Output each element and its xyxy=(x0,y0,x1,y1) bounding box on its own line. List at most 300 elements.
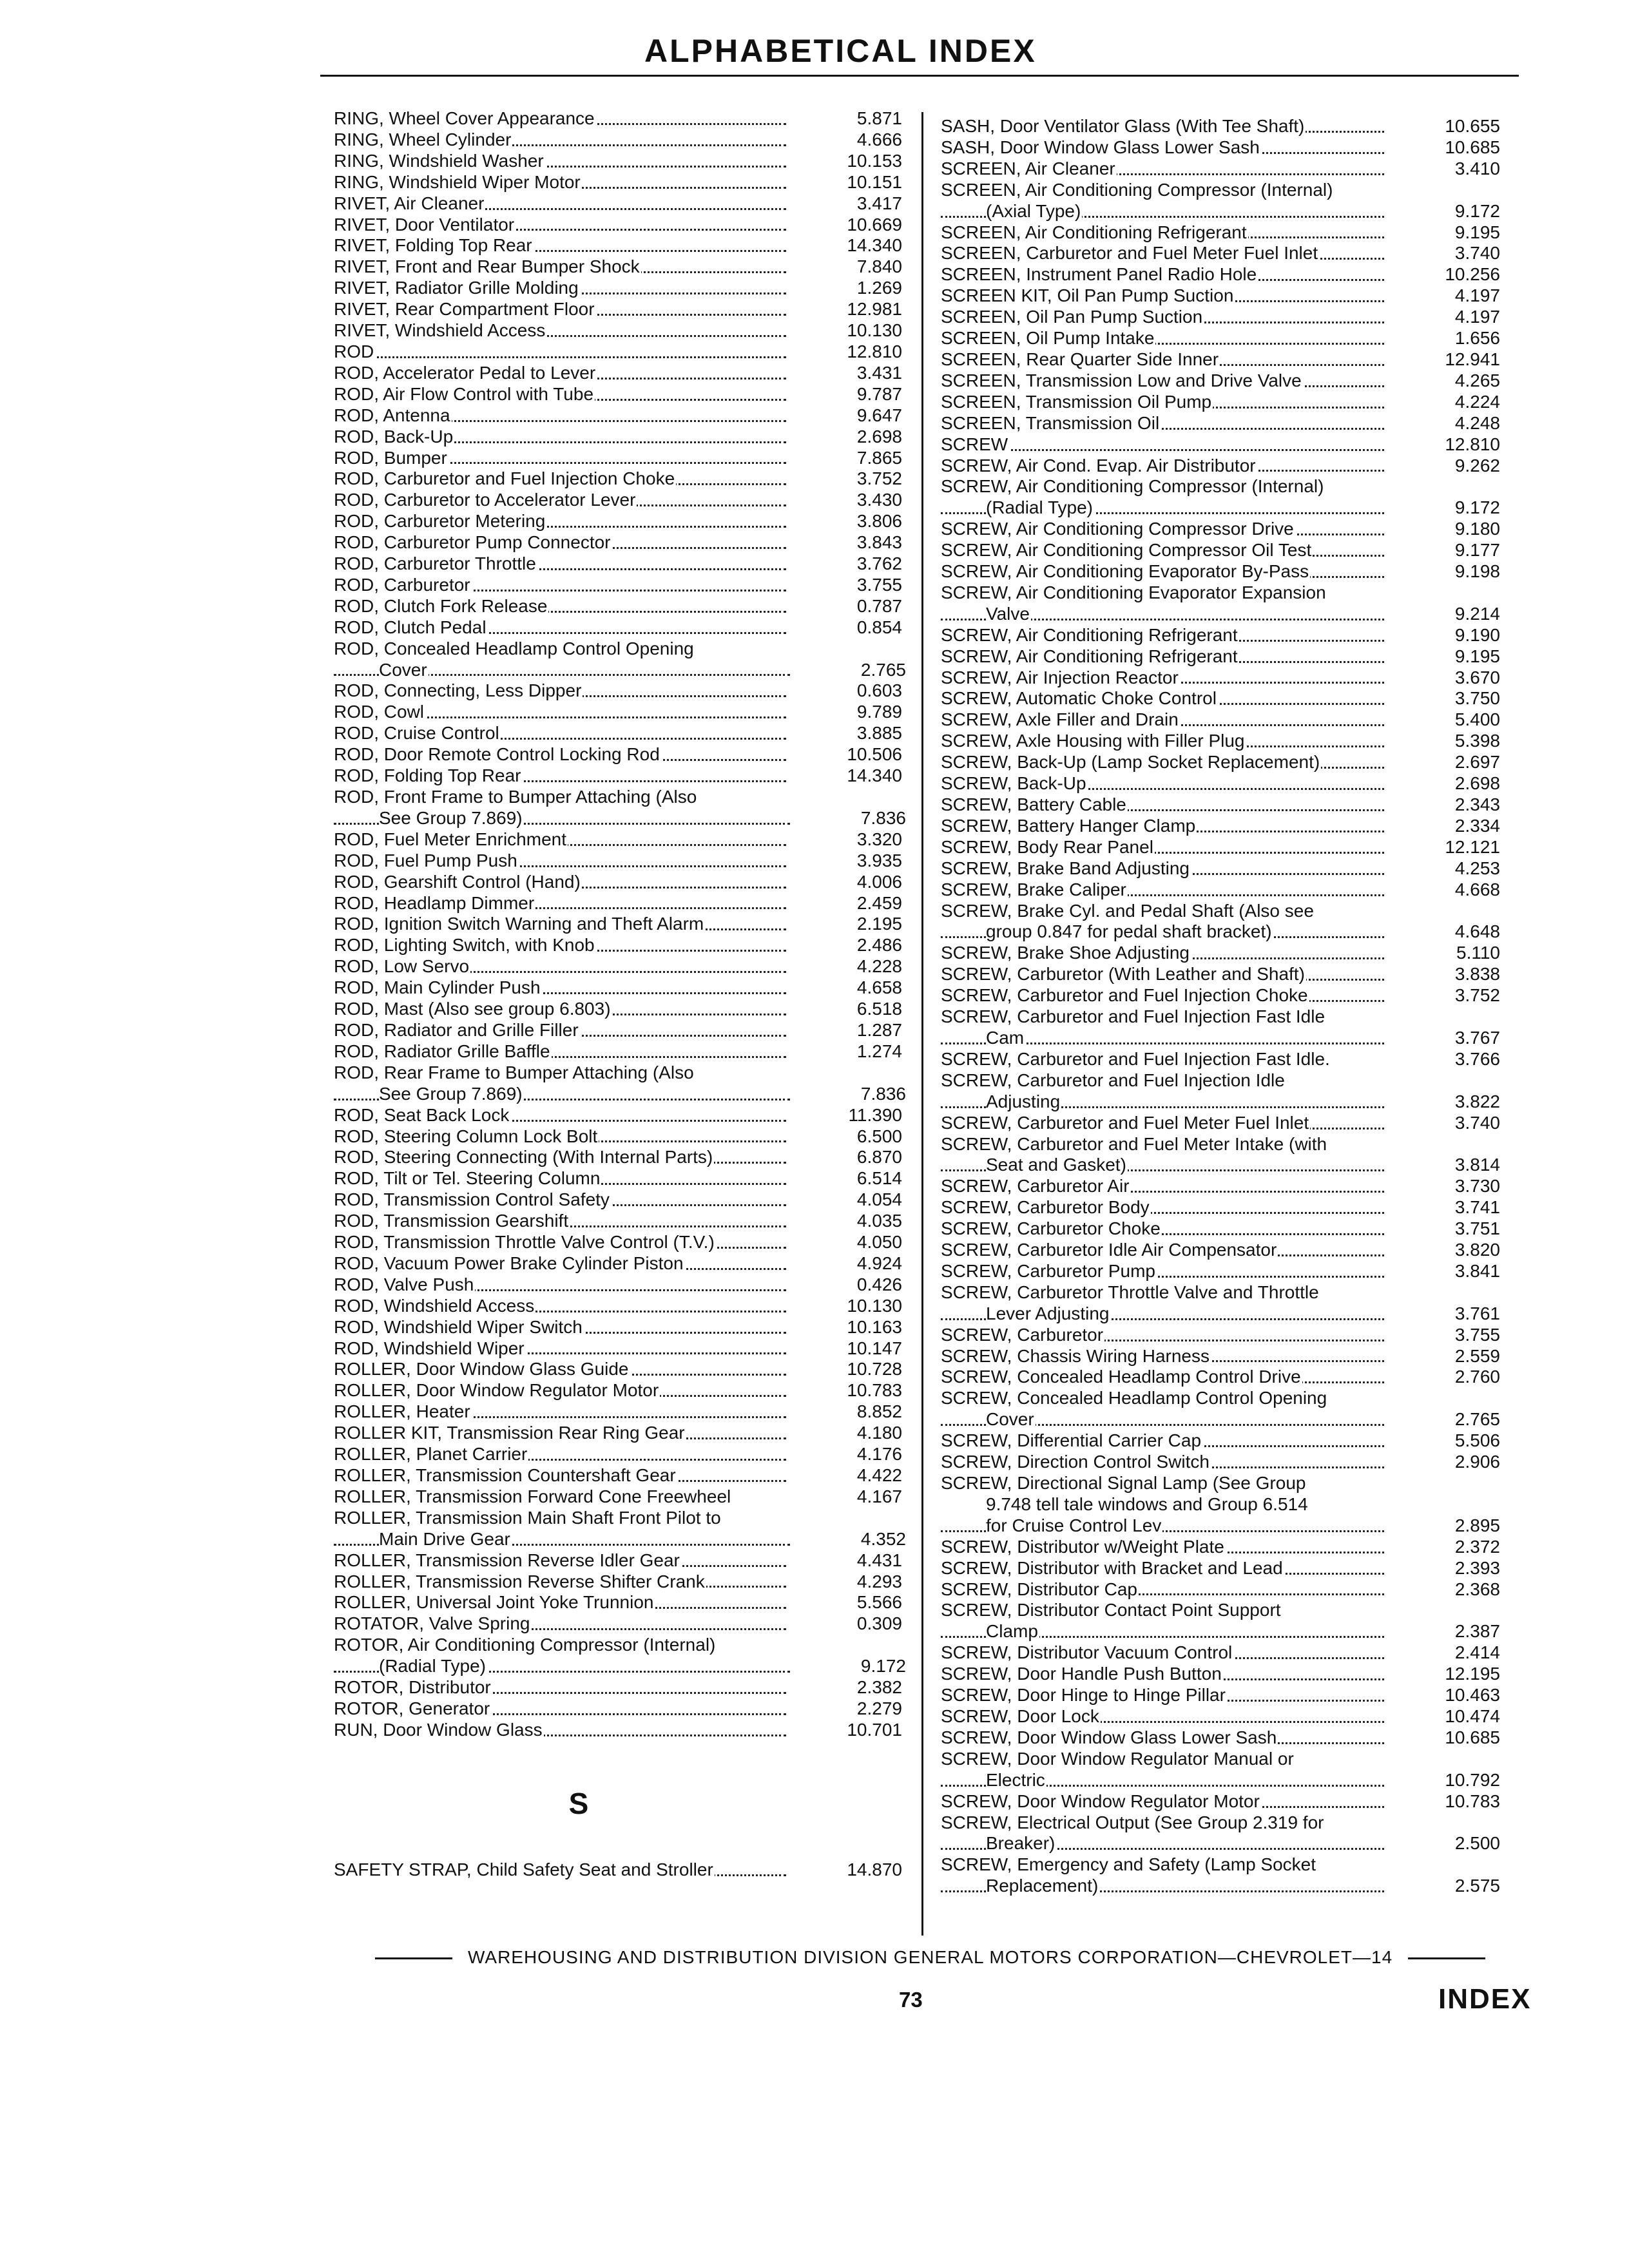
entry-label xyxy=(941,180,1384,201)
entry-label xyxy=(941,159,1384,180)
index-entry xyxy=(334,1168,914,1189)
footer-text: WAREHOUSING AND DISTRIBUTION DIVISION GENERAL MOTORS CORPORATION—CHEVROLET—14 xyxy=(468,1947,1393,1967)
entry-label-text: SCREW, Brake Caliper xyxy=(941,879,1126,899)
entry-label-text: SCREW, Air Conditioning Evaporator By-Pass xyxy=(941,561,1309,582)
entry-label-text: SCREEN, Air Cleaner xyxy=(941,158,1115,178)
entry-label-text: SCREW, Air Conditioning Refrigerant xyxy=(941,624,1238,645)
entry-page: 0.309 xyxy=(856,1613,902,1634)
entry-label xyxy=(941,1791,1384,1812)
index-entry xyxy=(941,794,1508,816)
entry-page: 2.698 xyxy=(1454,773,1500,794)
entry-page: 4.180 xyxy=(856,1423,902,1443)
index-entry xyxy=(334,1317,914,1338)
entry-label-text: ROD, Accelerator Pedal to Lever xyxy=(334,362,596,383)
index-entry xyxy=(941,1006,1508,1028)
entry-label xyxy=(941,1430,1384,1452)
entry-label-text: ROD, Vacuum Power Brake Cylinder Piston xyxy=(334,1253,684,1273)
index-entry xyxy=(941,1494,1508,1515)
entry-page: 0.854 xyxy=(856,617,902,637)
entry-label-text: ROD, Valve Push xyxy=(334,1274,474,1294)
entry-label-text: SCREW, Brake Band Adjusting xyxy=(941,858,1190,878)
index-entry xyxy=(334,850,914,872)
entry-page: 3.843 xyxy=(856,532,902,553)
entry-page: 4.293 xyxy=(856,1571,902,1591)
entry-label-text: SCREW, Carburetor and Fuel Injection Fast Idle. xyxy=(941,1048,1330,1069)
index-entry xyxy=(941,1218,1508,1240)
index-entry xyxy=(334,278,914,299)
entry-label-text: Clamp xyxy=(986,1621,1038,1642)
index-entry xyxy=(941,328,1508,349)
entry-label xyxy=(334,235,786,256)
index-entry xyxy=(941,901,1508,922)
index-entry xyxy=(941,709,1508,731)
entry-label-text: ROD, Transmission Gearshift xyxy=(334,1211,569,1231)
entry-label xyxy=(941,943,1384,964)
entry-label xyxy=(941,1176,1384,1197)
index-entry xyxy=(941,1833,1508,1854)
entry-label-text: ROD, Gearshift Control (Hand) xyxy=(334,871,581,892)
entry-label xyxy=(941,1282,1384,1303)
entry-label-text: RIVET, Windshield Access xyxy=(334,320,546,341)
entry-label xyxy=(941,561,1384,582)
entry-label xyxy=(334,1147,786,1168)
index-entry xyxy=(941,1134,1508,1155)
entry-label xyxy=(334,215,786,236)
entry-label xyxy=(941,1642,1384,1664)
entry-label-text: RING, Wheel Cover Appearance xyxy=(334,108,595,128)
index-entry xyxy=(334,1529,914,1550)
entry-label xyxy=(941,1876,1384,1897)
index-entry xyxy=(334,1274,914,1296)
index-entry xyxy=(941,519,1508,540)
entry-label-text: ROTOR, Generator xyxy=(334,1698,490,1718)
entry-page: 2.765 xyxy=(1454,1409,1500,1430)
entry-label-text: SCREW, Distributor with Bracket and Lead xyxy=(941,1557,1283,1578)
entry-label-text: SCREW, Battery Hanger Clamp xyxy=(941,815,1196,836)
entry-label xyxy=(941,921,1384,943)
entry-label-text: SCREW, Distributor w/Weight Plate xyxy=(941,1536,1224,1557)
index-entry xyxy=(941,434,1508,456)
entry-page: 3.822 xyxy=(1454,1091,1500,1111)
entry-label-text: ROD, Back-Up xyxy=(334,426,454,447)
entry-label xyxy=(941,1388,1384,1409)
index-entry xyxy=(334,660,914,681)
entry-label xyxy=(941,1727,1384,1749)
index-entry xyxy=(941,540,1508,561)
entry-label xyxy=(334,1232,786,1253)
entry-page: 9.172 xyxy=(860,1656,906,1677)
entry-label xyxy=(334,320,786,341)
entry-label-text: Breaker) xyxy=(986,1833,1055,1854)
entry-label xyxy=(941,1558,1384,1579)
entry-label-text: Cover xyxy=(379,659,427,680)
entry-label-text: RING, Wheel Cylinder xyxy=(334,129,512,149)
index-entry xyxy=(941,1197,1508,1218)
entry-label-text: RIVET, Door Ventilator xyxy=(334,214,515,235)
index-entry xyxy=(941,1473,1508,1494)
entry-page: 1.269 xyxy=(856,278,902,298)
entry-label-text: ROD, Radiator Grille Baffle xyxy=(334,1041,550,1061)
index-entry xyxy=(941,964,1508,985)
entry-label-text: ROD, Main Cylinder Push xyxy=(334,977,541,998)
index-entry xyxy=(941,1579,1508,1600)
entry-label-text: SCREW, Brake Shoe Adjusting xyxy=(941,943,1190,963)
index-entry xyxy=(941,1791,1508,1812)
entry-label-text: SCREW, Axle Housing with Filler Plug xyxy=(941,731,1245,751)
index-entry xyxy=(941,1303,1508,1325)
entry-label-text: SCREW, Carburetor Body xyxy=(941,1197,1150,1218)
entry-label xyxy=(941,1854,1384,1876)
entry-page: 3.741 xyxy=(1454,1197,1500,1218)
entry-label xyxy=(334,660,790,681)
entry-label xyxy=(941,434,1384,456)
entry-label-text: SCREW, Brake Cyl. and Pedal Shaft (Also see xyxy=(941,900,1314,921)
index-entry xyxy=(941,285,1508,307)
index-entry xyxy=(334,468,914,490)
index-entry xyxy=(941,1028,1508,1049)
entry-label xyxy=(941,858,1384,879)
entry-page: 2.760 xyxy=(1454,1367,1500,1387)
entry-label-text: SCREEN, Transmission Oil xyxy=(941,412,1160,433)
entry-page: 10.792 xyxy=(1445,1769,1500,1790)
entry-label xyxy=(334,1720,786,1741)
entry-label xyxy=(941,1706,1384,1727)
entry-label xyxy=(334,829,786,850)
index-entry xyxy=(334,702,914,723)
entry-label-text: ROLLER, Universal Joint Yoke Trunnion xyxy=(334,1592,654,1613)
entry-page: 3.820 xyxy=(1454,1240,1500,1260)
index-entry xyxy=(941,1685,1508,1706)
index-entry xyxy=(334,1635,914,1656)
entry-page: 10.163 xyxy=(847,1316,902,1337)
entry-page: 9.190 xyxy=(1454,624,1500,645)
entry-label-text: RUN, Door Window Glass xyxy=(334,1719,543,1740)
entry-label-text: ROD, Cruise Control xyxy=(334,723,499,744)
entry-label xyxy=(941,1367,1384,1388)
entry-label xyxy=(334,575,786,596)
entry-label xyxy=(334,1253,786,1274)
entry-label-text: See Group 7.869) xyxy=(379,1083,523,1104)
entry-page: 2.195 xyxy=(856,914,902,934)
index-entry xyxy=(334,553,914,575)
index-entry xyxy=(941,1155,1508,1176)
entry-label xyxy=(941,1261,1384,1282)
entry-page: 5.871 xyxy=(856,108,902,128)
index-entry xyxy=(334,723,914,744)
entry-page: 0.603 xyxy=(856,680,902,701)
entry-page: 4.006 xyxy=(856,871,902,892)
index-entry xyxy=(941,1770,1508,1791)
entry-label-text: SCREW xyxy=(941,434,1008,454)
index-entry xyxy=(334,1720,914,1741)
entry-label xyxy=(941,1155,1384,1176)
entry-label-text: See Group 7.869) xyxy=(379,807,523,828)
entry-page: 10.147 xyxy=(847,1338,902,1358)
index-entry xyxy=(334,1062,914,1084)
entry-page: 4.224 xyxy=(1454,391,1500,412)
entry-label-text: ROD, Concealed Headlamp Control Opening xyxy=(334,638,694,658)
index-entry xyxy=(334,639,914,660)
entry-page: 4.658 xyxy=(856,977,902,998)
entry-label xyxy=(334,532,786,553)
index-entry xyxy=(334,1232,914,1253)
index-entry xyxy=(941,1727,1508,1749)
index-entry xyxy=(941,1113,1508,1134)
entry-label xyxy=(334,765,786,787)
entry-label xyxy=(941,1473,1384,1494)
entry-label xyxy=(941,1494,1384,1515)
entry-label-text: SCREW, Air Conditioning Compressor Drive xyxy=(941,519,1294,539)
index-entry xyxy=(334,1444,914,1465)
index-entry xyxy=(941,1261,1508,1282)
entry-label xyxy=(334,1423,786,1444)
entry-label xyxy=(941,752,1384,773)
entry-label-text: SCREW, Air Conditioning Evaporator Expansion xyxy=(941,582,1326,602)
index-entry xyxy=(334,215,914,236)
index-entry xyxy=(941,116,1508,137)
index-entry xyxy=(334,787,914,808)
entry-label xyxy=(334,1359,786,1380)
entry-label-text: SCREW, Carburetor Air xyxy=(941,1176,1130,1196)
entry-page: 2.393 xyxy=(1454,1557,1500,1578)
entry-page: 2.372 xyxy=(1454,1536,1500,1557)
index-entry xyxy=(334,1698,914,1720)
entry-label-text: ROD, Ignition Switch Warning and Theft Alarm xyxy=(334,914,704,934)
entry-label xyxy=(334,1062,786,1084)
entry-label-text: SCREW, Chassis Wiring Harness xyxy=(941,1345,1210,1366)
entry-label-text: ROLLER, Transmission Reverse Shifter Crank xyxy=(334,1571,705,1591)
entry-page: 3.740 xyxy=(1454,1112,1500,1133)
index-entry xyxy=(941,1049,1508,1070)
entry-label-text: SCREW, Concealed Headlamp Control Opening xyxy=(941,1388,1327,1408)
entry-page: 3.750 xyxy=(1454,688,1500,709)
entry-label xyxy=(334,130,786,151)
entry-label-text: SCREW, Concealed Headlamp Control Drive xyxy=(941,1367,1301,1387)
index-entry xyxy=(941,773,1508,794)
entry-label xyxy=(941,816,1384,837)
entry-page: 9.789 xyxy=(856,702,902,722)
entry-label-text: for Cruise Control Lev xyxy=(986,1515,1162,1535)
index-entry xyxy=(941,413,1508,434)
entry-label xyxy=(941,1049,1384,1070)
entry-label xyxy=(941,285,1384,307)
entry-page: 10.506 xyxy=(847,744,902,765)
entry-page: 1.287 xyxy=(856,1019,902,1040)
entry-label-text: ROD, Seat Back Lock xyxy=(334,1104,510,1125)
entry-page: 2.382 xyxy=(856,1677,902,1698)
entry-page: 3.767 xyxy=(1454,1027,1500,1048)
entry-label-text: ROD, Rear Frame to Bumper Attaching (Also xyxy=(334,1062,694,1082)
entry-label-text: ROD, Transmission Control Safety xyxy=(334,1189,610,1210)
entry-label xyxy=(941,497,1384,519)
entry-label xyxy=(334,1613,786,1635)
entry-label xyxy=(941,668,1384,689)
entry-label-text: RIVET, Rear Compartment Floor xyxy=(334,299,595,320)
index-entry xyxy=(941,1706,1508,1727)
index-entry xyxy=(334,1105,914,1126)
entry-page: 2.906 xyxy=(1454,1452,1500,1472)
entry-page: 3.752 xyxy=(1454,985,1500,1006)
index-entry xyxy=(334,1253,914,1274)
entry-page: 2.334 xyxy=(1454,815,1500,836)
entry-label xyxy=(941,1006,1384,1028)
entry-label xyxy=(334,511,786,532)
entry-label-text: ROD, Carburetor Metering xyxy=(334,511,546,532)
index-entry xyxy=(334,130,914,151)
entry-page: 4.228 xyxy=(856,956,902,977)
entry-label-text: SCREW, Door Window Glass Lower Sash xyxy=(941,1727,1277,1747)
entry-page: 2.343 xyxy=(1454,794,1500,814)
entry-label-text: Valve xyxy=(986,603,1030,624)
entry-label xyxy=(334,363,786,384)
entry-label xyxy=(941,1770,1384,1791)
index-entry xyxy=(334,1211,914,1232)
entry-page: 6.870 xyxy=(856,1147,902,1168)
section-s-entries xyxy=(334,1860,914,1881)
entry-label-text: SCREW, Emergency and Safety (Lamp Socket xyxy=(941,1854,1316,1875)
entry-page: 2.368 xyxy=(1454,1579,1500,1599)
entry-page: 10.151 xyxy=(847,171,902,192)
entry-page: 10.685 xyxy=(1445,1727,1500,1747)
entry-label xyxy=(941,1240,1384,1261)
entry-label xyxy=(941,1197,1384,1218)
entry-page: 14.340 xyxy=(847,235,902,256)
index-entry xyxy=(941,1854,1508,1876)
index-entry xyxy=(334,172,914,193)
entry-page: 9.172 xyxy=(1454,497,1500,518)
index-entry xyxy=(334,1359,914,1380)
entry-label xyxy=(334,893,786,914)
index-entry xyxy=(334,256,914,278)
index-entry xyxy=(941,1621,1508,1642)
entry-label-text: ROD, Fuel Meter Enrichment xyxy=(334,829,566,849)
entry-label-text: SCREEN, Air Conditioning Refrigerant xyxy=(941,222,1247,242)
entry-page: 3.431 xyxy=(856,362,902,383)
entry-label-text: Cover xyxy=(986,1409,1034,1430)
entry-label xyxy=(941,243,1384,264)
index-entry xyxy=(334,829,914,850)
entry-page: 9.214 xyxy=(1454,603,1500,624)
entry-label xyxy=(334,808,790,829)
index-entry xyxy=(941,264,1508,285)
entry-label xyxy=(334,490,786,511)
entry-label xyxy=(334,1317,786,1338)
index-entry xyxy=(941,688,1508,709)
index-entry xyxy=(941,476,1508,497)
entry-page: 6.514 xyxy=(856,1168,902,1189)
index-entry xyxy=(334,490,914,511)
entry-label-text: SCREEN, Transmission Low and Drive Valve xyxy=(941,370,1302,390)
entry-label-text: ROLLER, Door Window Glass Guide xyxy=(334,1359,629,1379)
entry-label xyxy=(941,264,1384,285)
entry-label-text: ROD, Door Remote Control Locking Rod xyxy=(334,744,660,765)
entry-label-text: ROLLER, Door Window Regulator Motor xyxy=(334,1380,659,1401)
entry-label xyxy=(941,370,1384,392)
index-entry xyxy=(941,1515,1508,1537)
entry-label-text: ROD, Mast (Also see group 6.803) xyxy=(334,999,611,1019)
index-entry xyxy=(334,1020,914,1041)
entry-label xyxy=(334,999,786,1020)
index-entry xyxy=(941,1664,1508,1685)
index-entry xyxy=(941,497,1508,519)
index-entry xyxy=(334,193,914,215)
entry-label-text: SCREEN, Rear Quarter Side Inner xyxy=(941,349,1219,369)
index-entry xyxy=(334,1677,914,1698)
index-entry xyxy=(941,222,1508,244)
entry-label xyxy=(941,1664,1384,1685)
entry-label xyxy=(334,1635,786,1656)
entry-label xyxy=(941,1409,1384,1430)
entry-page: 7.836 xyxy=(860,807,906,828)
footer-line xyxy=(360,1947,1590,1968)
entry-page: 4.265 xyxy=(1454,370,1500,390)
entry-label xyxy=(334,914,786,935)
index-entry xyxy=(334,1084,914,1105)
entry-page: 5.398 xyxy=(1454,731,1500,751)
entry-label-text: SCREEN, Transmission Oil Pump xyxy=(941,391,1212,412)
entry-page: 4.666 xyxy=(856,129,902,149)
entry-page: 4.648 xyxy=(1454,921,1500,942)
entry-label xyxy=(941,476,1384,497)
entry-label xyxy=(334,256,786,278)
index-entry xyxy=(941,159,1508,180)
entry-label xyxy=(941,985,1384,1006)
entry-label xyxy=(941,794,1384,816)
entry-label xyxy=(941,1346,1384,1367)
entry-page: 6.500 xyxy=(856,1126,902,1146)
entry-label-text: SASH, Door Ventilator Glass (With Tee Shaft) xyxy=(941,116,1305,136)
entry-label xyxy=(941,646,1384,668)
index-entry xyxy=(334,575,914,596)
entry-page: 2.279 xyxy=(856,1698,902,1718)
entry-label-text: Main Drive Gear xyxy=(379,1528,510,1549)
entry-label-text: 9.748 tell tale windows and Group 6.514 xyxy=(986,1494,1308,1514)
entry-label-text: ROD, Carburetor Throttle xyxy=(334,553,536,574)
index-entry xyxy=(941,816,1508,837)
entry-page: 2.486 xyxy=(856,935,902,956)
entry-page: 10.669 xyxy=(847,214,902,235)
entry-page: 8.852 xyxy=(856,1401,902,1422)
entry-label xyxy=(334,468,786,490)
entry-label xyxy=(941,1091,1384,1113)
index-entry xyxy=(941,456,1508,477)
entry-page: 10.153 xyxy=(847,150,902,171)
entry-label xyxy=(334,1274,786,1296)
entry-label-text: ROD, Carburetor and Fuel Injection Choke xyxy=(334,468,675,489)
entry-label-text: SCREW, Axle Filler and Drain xyxy=(941,709,1179,730)
entry-label xyxy=(941,709,1384,731)
index-entry xyxy=(334,1147,914,1168)
footer-dash-left xyxy=(375,1957,452,1959)
index-entry xyxy=(334,448,914,469)
entry-label-text: Adjusting xyxy=(986,1091,1061,1111)
entry-label xyxy=(941,688,1384,709)
entry-page: 5.110 xyxy=(1456,943,1500,963)
entry-page: 2.387 xyxy=(1454,1621,1500,1642)
entry-page: 3.885 xyxy=(856,723,902,744)
index-entry xyxy=(941,1812,1508,1834)
entry-page: 5.566 xyxy=(856,1592,902,1613)
index-entry xyxy=(334,1465,914,1486)
entry-label-text: SCREW, Carburetor Idle Air Compensator xyxy=(941,1240,1277,1260)
page-title: ALPHABETICAL INDEX xyxy=(644,33,1037,69)
entry-label xyxy=(941,222,1384,244)
entry-page: 11.390 xyxy=(848,1104,902,1125)
entry-label xyxy=(941,1579,1384,1600)
entry-page: 7.840 xyxy=(856,256,902,277)
entry-page: 9.262 xyxy=(1454,455,1500,476)
entry-page: 3.751 xyxy=(1454,1218,1500,1239)
